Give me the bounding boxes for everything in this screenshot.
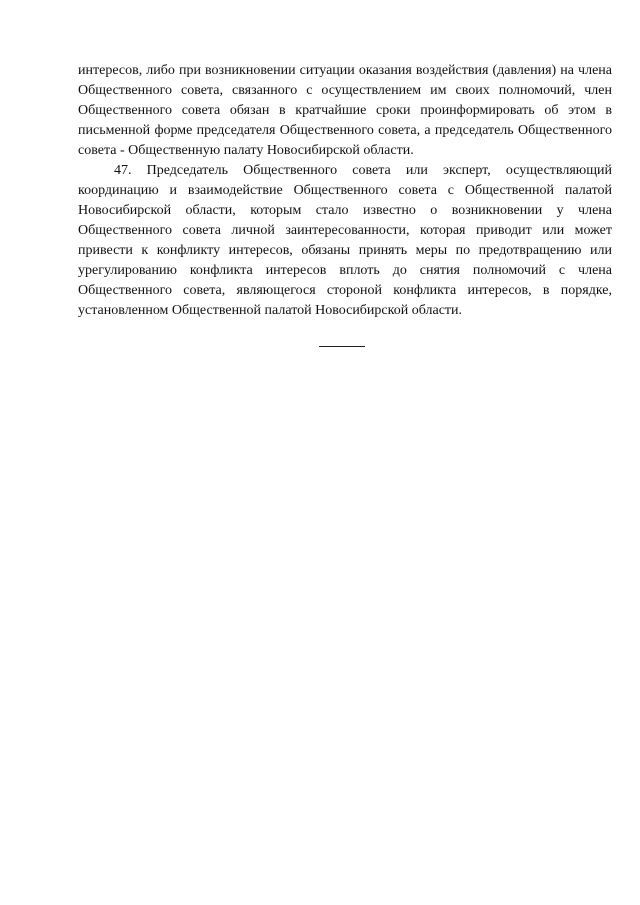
document-body <box>78 61 612 321</box>
paragraph-47: 47. Председатель Общественного совета или эксперт, осуществляющий координацию и взаимодействие Общественного совета с Общественной палатой Новосибирской области, которым стало известно о возникновении у члена Общественного совета личной заинтересованности, которая приводит или может привести к конфликту интересов, обязаны принять меры по предотвращению или урегулированию конфликта интересов вплоть до снятия полномочий с члена Общественного совета, являющегося стороной конфликта интересов, в порядке, установленном Общественной палатой Новосибирской области. <box>78 163 612 318</box>
paragraph-continuation: интересов, либо при возникновении ситуации оказания воздействия (давления) на члена Общественного совета, связанного с осуществлением им своих полномочий, член Общественного совета обязан в кратчайшие сроки проинформировать об этом в письменной форме председателя Общественного совета, а председатель Общественного совета - Общественную палату Новосибирской области. <box>78 63 612 158</box>
end-of-document-line <box>319 346 365 347</box>
